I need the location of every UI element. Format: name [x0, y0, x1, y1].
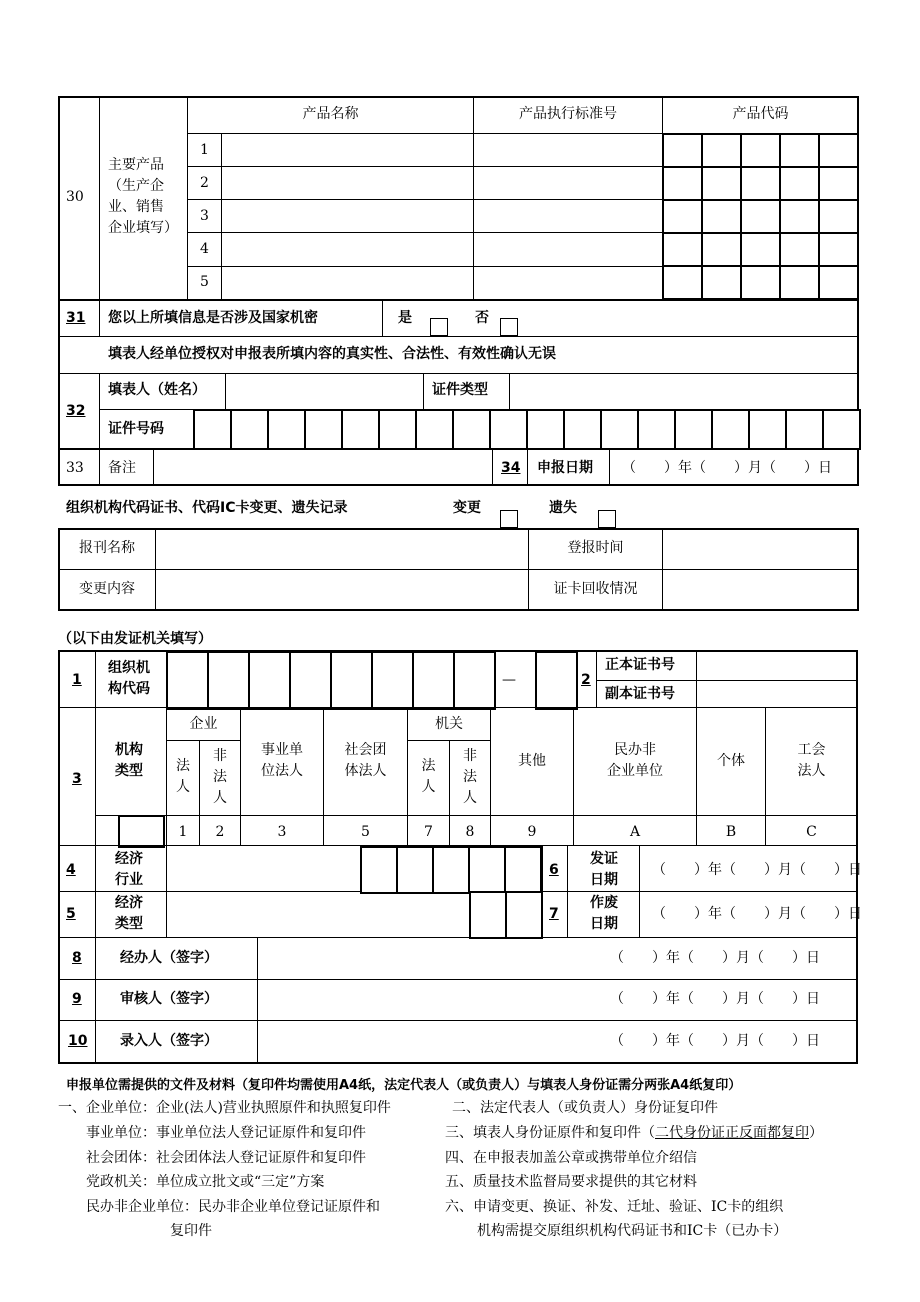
row-6-number: 6: [549, 862, 559, 878]
input-box[interactable]: [701, 166, 742, 201]
type-code: 3: [277, 824, 287, 840]
section-30-number: 30: [66, 189, 84, 205]
row-4-number: 4: [66, 862, 76, 878]
row-5-number: 5: [66, 906, 76, 922]
input-box[interactable]: [230, 409, 269, 450]
input-box[interactable]: [432, 846, 470, 894]
authorization-statement: 填表人经单位授权对申报表所填内容的真实性、合法性、有效性确认无误: [108, 346, 556, 362]
row-number: 4: [200, 241, 209, 257]
input-box[interactable]: [662, 166, 703, 201]
input-box[interactable]: [818, 166, 859, 201]
input-box[interactable]: [600, 409, 639, 450]
input-box[interactable]: [248, 651, 291, 710]
input-box[interactable]: [740, 133, 781, 168]
divider: [99, 300, 100, 336]
input-box[interactable]: [779, 133, 820, 168]
input-box[interactable]: [563, 409, 602, 450]
input-box[interactable]: [505, 891, 543, 939]
type-code: C: [806, 824, 817, 840]
issue-date-label: 发证: [590, 851, 618, 867]
enterprise-legal: 人: [176, 779, 190, 795]
handler-sign-label: 经办人（签字）: [120, 950, 218, 966]
change-content-label: 变更内容: [79, 581, 135, 597]
union-header: 工会: [797, 742, 826, 758]
change-content-field[interactable]: [156, 570, 528, 610]
divider: [166, 740, 240, 741]
input-box[interactable]: [469, 891, 507, 939]
input-box[interactable]: [785, 409, 824, 450]
divider: [99, 374, 100, 448]
id-type-field[interactable]: [510, 374, 857, 409]
divider: [527, 449, 528, 485]
private-nonenterprise-header: 民办非: [614, 742, 656, 758]
input-box[interactable]: [330, 651, 373, 710]
main-products-label: 主要产品: [108, 157, 164, 173]
input-box[interactable]: [662, 232, 703, 267]
product-name-field[interactable]: [222, 167, 473, 199]
divider: [99, 449, 100, 485]
org-type-label: 机构: [115, 742, 143, 758]
secret-no-checkbox[interactable]: [500, 318, 518, 336]
secret-question: 您以上所填信息是否涉及国家机密: [108, 310, 318, 326]
product-name-field[interactable]: [222, 233, 473, 266]
private-nonenterprise-header: 企业单位: [607, 763, 663, 779]
lost-label: 遗失: [549, 500, 577, 516]
input-box[interactable]: [740, 232, 781, 267]
type-code: 7: [424, 824, 433, 840]
section-31-number: 31: [66, 310, 86, 326]
divider: [95, 651, 96, 1063]
product-name-field[interactable]: [222, 267, 473, 299]
org-code-label: 组织机: [108, 660, 150, 676]
row-number: 2: [200, 175, 209, 191]
cert-copy-label: 副本证书号: [605, 686, 675, 702]
divider: [59, 707, 857, 708]
input-box[interactable]: [818, 133, 859, 168]
row-10-number: 10: [68, 1033, 88, 1049]
product-standard-field[interactable]: [474, 167, 662, 199]
divider: [609, 449, 610, 485]
product-name-header: 产品名称: [302, 106, 359, 122]
materials-item: 社会团体：社会团体法人登记证原件和复印件: [86, 1150, 366, 1166]
input-box[interactable]: [360, 846, 398, 894]
change-label: 变更: [453, 500, 481, 516]
publish-time-label: 登报时间: [567, 540, 624, 556]
type-code: B: [725, 824, 737, 840]
type-code: 8: [465, 824, 475, 840]
input-box[interactable]: [207, 651, 250, 710]
enterprise-header: 企业: [189, 716, 218, 732]
input-box[interactable]: [341, 409, 380, 450]
input-box[interactable]: [818, 199, 859, 234]
apply-date-field[interactable]: （ ）年（ ）月（ ）日: [622, 460, 832, 476]
enterprise-non-legal: 非: [213, 748, 227, 764]
main-products-label: 企业填写）: [108, 220, 178, 236]
entry-sign-date[interactable]: （ ）年（ ）月（ ）日: [610, 1033, 820, 1049]
enterprise-non-legal: 人: [213, 790, 227, 806]
reviewer-sign-label: 审核人（签字）: [120, 991, 218, 1007]
lost-checkbox[interactable]: [598, 510, 616, 528]
publish-time-field[interactable]: [663, 529, 858, 569]
input-box[interactable]: [674, 409, 713, 450]
input-box[interactable]: [711, 409, 750, 450]
divider: [187, 97, 188, 299]
section-32-number: 32: [66, 403, 86, 419]
union-header: 法人: [797, 763, 826, 779]
recovery-field[interactable]: [663, 570, 858, 610]
input-box[interactable]: [468, 846, 506, 894]
materials-item: 五、质量技术监督局要求提供的其它材料: [445, 1174, 697, 1190]
materials-item: 机构需提交原组织机构代码证书和IC卡（已办卡）: [477, 1223, 788, 1239]
row-number: 1: [200, 142, 209, 158]
filler-name-label: 填表人（姓名）: [108, 382, 206, 398]
materials-item: 民办非企业单位：民办非企业单位登记证原件和: [86, 1199, 380, 1215]
yes-label: 是: [398, 310, 412, 326]
divider: [59, 937, 857, 938]
divider: [166, 846, 167, 937]
newspaper-label: 报刊名称: [79, 540, 135, 556]
materials-item: 三、填表人身份证原件和复印件（二代身份证正反面都复印）: [445, 1125, 823, 1141]
type-code: 1: [178, 824, 188, 840]
section-33-number: 33: [66, 460, 84, 476]
divider: [59, 299, 858, 301]
input-box[interactable]: [526, 409, 565, 450]
void-date-label: 作废: [590, 895, 618, 911]
input-box[interactable]: [701, 133, 742, 168]
product-code-header: 产品代码: [732, 106, 789, 122]
cert-copy-field[interactable]: [697, 681, 857, 708]
input-box[interactable]: [701, 232, 742, 267]
issue-date-field[interactable]: （ ）年（ ）月（ ）日: [652, 862, 862, 878]
organ-header: 机关: [435, 716, 463, 732]
economic-type-label: 经济: [115, 895, 143, 911]
input-box[interactable]: [193, 409, 232, 450]
materials-item: 一、企业单位：企业(法人)营业执照原件和执照复印件: [58, 1100, 391, 1116]
materials-item: 六、申请变更、换证、补发、迁址、验证、IC卡的组织: [445, 1199, 784, 1215]
divider: [639, 846, 640, 937]
filler-name-field[interactable]: [226, 374, 422, 409]
public-institution-header: 事业单: [261, 742, 303, 758]
input-box[interactable]: [371, 651, 414, 710]
handler-sign-date[interactable]: （ ）年（ ）月（ ）日: [610, 950, 820, 966]
divider: [257, 938, 258, 1063]
organ-non-legal: 非: [463, 748, 477, 764]
input-box[interactable]: [701, 265, 742, 300]
org-type-label: 类型: [115, 763, 143, 779]
void-date-field[interactable]: （ ）年（ ）月（ ）日: [652, 906, 862, 922]
divider: [99, 97, 100, 299]
row-2-number: 2: [581, 672, 591, 688]
main-products-label: 业、销售: [108, 199, 164, 215]
id-number-label: 证件号码: [108, 421, 164, 437]
input-box[interactable]: [304, 409, 343, 450]
divider: [59, 336, 858, 337]
issue-date-label: 日期: [590, 872, 618, 888]
materials-item: 四、在申报表加盖公章或携带单位介绍信: [445, 1150, 697, 1166]
input-box[interactable]: [504, 846, 542, 894]
product-standard-field[interactable]: [474, 267, 662, 299]
input-box[interactable]: [740, 265, 781, 300]
type-code: 9: [527, 824, 537, 840]
divider: [567, 846, 568, 937]
secret-yes-checkbox[interactable]: [430, 318, 448, 336]
no-label: 否: [475, 310, 489, 326]
divider: [423, 374, 424, 410]
input-box[interactable]: [818, 265, 859, 300]
remark-field[interactable]: [154, 449, 492, 485]
divider: [59, 1020, 857, 1021]
economic-industry-label: 经济: [115, 851, 143, 867]
input-box[interactable]: [396, 846, 434, 894]
divider: [382, 300, 383, 336]
remark-label: 备注: [108, 460, 136, 476]
id-type-label: 证件类型: [432, 382, 488, 398]
row-number: 5: [200, 274, 209, 290]
input-box[interactable]: [637, 409, 676, 450]
input-box[interactable]: [779, 166, 820, 201]
input-box[interactable]: [452, 409, 491, 450]
input-box[interactable]: [701, 199, 742, 234]
organ-legal: 人: [421, 779, 436, 795]
materials-item: 党政机关：单位成立批文或“三定”方案: [86, 1174, 325, 1190]
organ-legal: 法: [421, 758, 436, 774]
input-box[interactable]: [289, 651, 332, 710]
input-box[interactable]: [412, 651, 455, 710]
recovery-label: 证卡回收情况: [553, 581, 638, 597]
social-org-header: 体法人: [344, 763, 387, 779]
economic-industry-label: 行业: [115, 872, 143, 888]
input-box[interactable]: [166, 651, 209, 710]
product-standard-field[interactable]: [474, 233, 662, 266]
economic-type-label: 类型: [115, 916, 143, 932]
main-products-label: （生产企: [108, 178, 164, 194]
input-box[interactable]: [378, 409, 417, 450]
change-checkbox[interactable]: [500, 510, 518, 528]
type-code: 2: [215, 824, 225, 840]
row-9-number: 9: [72, 991, 82, 1007]
type-code: 5: [361, 824, 370, 840]
newspaper-field[interactable]: [156, 529, 528, 569]
input-box[interactable]: [662, 133, 703, 168]
type-code: A: [629, 824, 641, 840]
input-box[interactable]: [535, 651, 578, 710]
input-box[interactable]: [779, 265, 820, 300]
input-box[interactable]: [267, 409, 306, 450]
organ-non-legal: 人: [463, 790, 477, 806]
materials-item: 事业单位：事业单位法人登记证原件和复印件: [86, 1125, 366, 1141]
social-org-header: 社会团: [344, 742, 387, 758]
row-7-number: 7: [549, 906, 559, 922]
input-box[interactable]: [489, 409, 528, 450]
product-name-field[interactable]: [222, 200, 473, 232]
input-box[interactable]: [453, 651, 496, 710]
cert-original-field[interactable]: [697, 651, 857, 680]
row-number: 3: [200, 208, 209, 224]
input-box[interactable]: [740, 166, 781, 201]
product-standard-field[interactable]: [474, 134, 662, 166]
input-box[interactable]: [822, 409, 861, 450]
code-dash: —: [502, 672, 516, 688]
enterprise-non-legal: 法: [213, 769, 227, 785]
input-box[interactable]: [740, 199, 781, 234]
organ-non-legal: 法: [463, 769, 477, 785]
row-8-number: 8: [72, 950, 82, 966]
input-box[interactable]: [779, 232, 820, 267]
reviewer-sign-date[interactable]: （ ）年（ ）月（ ）日: [610, 991, 820, 1007]
enterprise-legal: 法: [176, 758, 190, 774]
input-box[interactable]: [779, 199, 820, 234]
materials-item: 复印件: [170, 1223, 212, 1239]
divider: [492, 449, 493, 485]
org-code-label: 构代码: [108, 681, 150, 697]
divider: [407, 740, 490, 741]
product-name-field[interactable]: [222, 134, 473, 166]
row-3-number: 3: [72, 771, 82, 787]
record-title: 组织机构代码证书、代码IC卡变更、遗失记录: [66, 500, 348, 516]
materials-title: 申报单位需提供的文件及材料（复印件均需使用A4纸，法定代表人（或负责人）与填表人身份证需分两张A4纸复印）: [66, 1078, 742, 1093]
materials-item: 二、法定代表人（或负责人）身份证复印件: [452, 1100, 718, 1116]
cert-original-label: 正本证书号: [605, 657, 675, 673]
product-standard-field[interactable]: [474, 200, 662, 232]
apply-date-label: 申报日期: [537, 460, 593, 476]
product-standard-header: 产品执行标准号: [519, 106, 617, 122]
individual-header: 个体: [717, 753, 745, 769]
row-1-number: 1: [72, 672, 82, 688]
divider: [95, 815, 857, 816]
input-box[interactable]: [415, 409, 454, 450]
input-box[interactable]: [662, 265, 703, 300]
org-type-code-box[interactable]: [118, 815, 165, 848]
input-box[interactable]: [818, 232, 859, 267]
entry-sign-label: 录入人（签字）: [120, 1033, 218, 1049]
input-box[interactable]: [662, 199, 703, 234]
input-box[interactable]: [748, 409, 787, 450]
divider: [576, 651, 577, 708]
issuer-note: （以下由发证机关填写）: [58, 631, 212, 647]
divider: [59, 979, 857, 980]
void-date-label: 日期: [590, 916, 618, 932]
other-header: 其他: [518, 753, 546, 769]
public-institution-header: 位法人: [261, 763, 303, 779]
section-34-number: 34: [501, 460, 521, 476]
